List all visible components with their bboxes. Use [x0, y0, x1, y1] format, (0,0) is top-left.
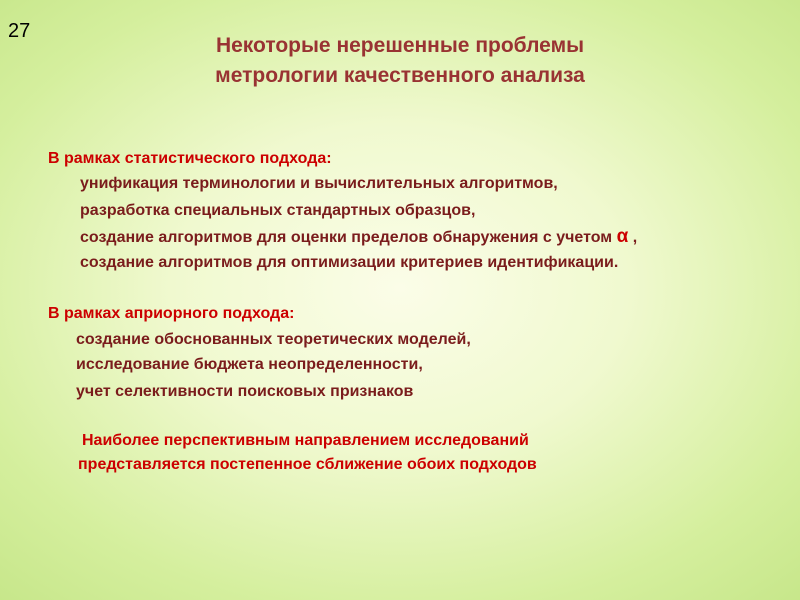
alpha-symbol: α — [616, 226, 629, 247]
conclusion-line-2: представляется постепенное сближение обоих подходов — [78, 456, 537, 473]
apriori-item-1: создание обоснованных теоретических моделей, — [76, 331, 471, 348]
slide-number: 27 — [8, 20, 31, 42]
statistical-item-3 — [80, 227, 637, 248]
apriori-approach-heading: В рамках априорного подхода: — [48, 305, 295, 322]
slide-title-line-1: Некоторые нерешенные проблемы — [215, 34, 585, 57]
slide-title — [0, 31, 800, 91]
slide-title-line-2: метрологии качественного анализа — [215, 64, 585, 87]
statistical-approach-heading: В рамках статистического подхода: — [48, 150, 332, 167]
apriori-item-2: исследование бюджета неопределенности, — [76, 356, 423, 373]
conclusion-line-1: Наиболее перспективным направлением исследований — [82, 432, 529, 449]
statistical-item-4: создание алгоритмов для оптимизации критериев идентификации. — [80, 254, 619, 271]
apriori-item-3: учет селективности поисковых признаков — [76, 383, 414, 400]
statistical-item-1: унификация терминологии и вычислительных алгоритмов, — [80, 175, 558, 192]
statistical-item-3-text: создание алгоритмов для оценки пределов обнаружения с учетом — [80, 229, 613, 246]
statistical-item-2: разработка специальных стандартных образцов, — [80, 202, 476, 219]
statistical-item-3-suffix: , — [632, 229, 638, 246]
